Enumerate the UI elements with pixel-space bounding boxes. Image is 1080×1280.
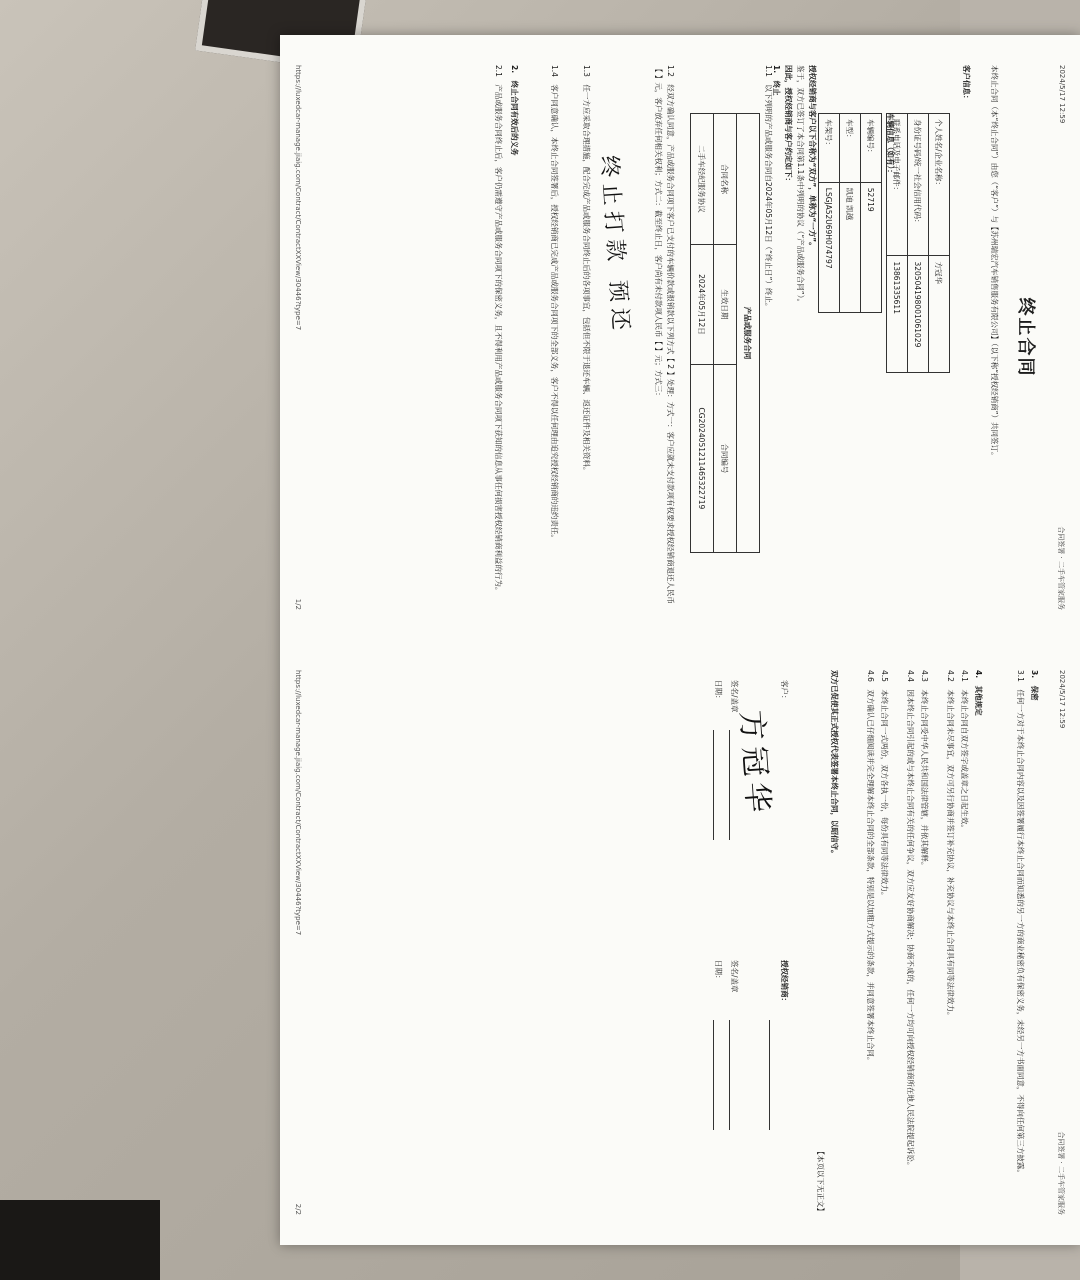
dealer-date-line	[713, 1020, 714, 1130]
page-2-header-datetime: 2024/5/17 12:59	[1058, 670, 1066, 729]
clause-1-3: 1.3 任一方应采取合理措施，配合完成产品或服务合同终止后的各项事宜，包括但不限于退还车辆、返还证件及相关资料。	[582, 65, 591, 475]
clause-4-5: 4.5 本终止合同一式两份，双方各执一份，每份具有同等法律效力。	[880, 670, 889, 900]
table-cell: 2024年05月12日	[691, 245, 714, 365]
page-1-footer-page: 1/2	[294, 598, 302, 610]
closing-statement: 双方已促使其正式授权代表签署本终止合同，以昭信守。	[830, 670, 839, 858]
page-2-footer-url: https://luxedcar-manage.jiaig.com/Contract/ContractXXView/30446?type=7	[294, 670, 302, 936]
page-2	[280, 640, 1080, 1245]
table-cell: 凯迪 凯越	[840, 182, 861, 312]
customer-seal-line	[729, 730, 730, 840]
table-cell: 车型：	[840, 114, 861, 183]
page-title: 终止合同	[1015, 297, 1036, 378]
parties-note: 授权经销商与客户以下合称为“双方”，单称为“一方”。	[808, 65, 817, 250]
customer-signature: 方冠华	[733, 709, 776, 820]
clause-1-1: 1.1 以下列明的产品或服务合同自2024年05月12日（“终止日”）终止。	[764, 65, 773, 311]
page-2-header-doc-type: 合同签署 · 二手车管家服务	[1057, 1131, 1065, 1215]
table-cell: 身份证号码/统一社会信用代码：	[908, 114, 929, 256]
intro-paragraph: 本终止合同（本“终止合同”）由您（“客户”）与【苏州瑞宏汽车销售服务有限公司】（以下称“授权经销商”）共同签订。	[990, 65, 999, 460]
clause-1-2: 1.2 经双方确认同意，产品或服务合同项下客户已支付的车辆价款或报销款以下列方式【 2 】处理：方式一：客户应就未支付款项有权要求授权经销商退还人民币【 】元，客户放弃任何相关权利；方式二：截至终止日，客户尚有未付款项人民币【 】元；方式三：	[654, 65, 675, 604]
customer-info-label: 客户信息：	[962, 65, 971, 103]
table-row	[691, 114, 714, 553]
clause-4-3: 4.3 本终止合同受中华人民共和国法律管辖，并依其解释。	[920, 670, 929, 870]
whereas-clause: 鉴于，双方已签订了本合同第1.1条中列明的协议（“产品或服务合同”）。	[796, 65, 805, 306]
page-1-header-doc-type: 合同签署 · 二手车管家服务	[1057, 526, 1065, 610]
table-row	[737, 114, 760, 553]
table-row	[840, 114, 861, 313]
section-1-title: 1. 终止	[772, 65, 781, 96]
service-contract-table	[690, 113, 760, 553]
page-1-header-datetime: 2024/5/17 12:59	[1058, 65, 1066, 124]
table-row	[819, 114, 840, 313]
clause-4-1: 4.1 本终止合同自双方签字或盖章之日起生效。	[960, 670, 969, 832]
clause-4-4: 4.4 因本终止合同引起的或与本终止合同有关的任何争议，双方应友好协商解决；协商不成的，任何一方均可向授权经销商所在地人民法院提起诉讼。	[906, 670, 915, 1170]
table-cell: 13861335611	[887, 256, 908, 373]
dealer-sign-line	[769, 1020, 770, 1130]
table-caption: 产品或服务合同	[737, 114, 760, 553]
table-header-cell: 合同名称	[714, 114, 737, 245]
page-1-footer-url: https://luxedcar-manage.jiaig.com/Contract/ContractXXView/30446?type=7	[294, 65, 302, 331]
customer-seal-label: 签名/盖章	[730, 680, 739, 713]
customer-date-label: 日期：	[714, 680, 723, 703]
dealer-seal-label: 签名/盖章	[730, 960, 739, 993]
dealer-seal-line	[729, 1020, 730, 1130]
contract-sheet	[280, 35, 1080, 1245]
dealer-date-label: 日期：	[714, 960, 723, 983]
table-header-cell: 生效日期	[714, 245, 737, 365]
shadow-area	[0, 1200, 160, 1280]
table-cell: 方冠华	[929, 256, 950, 373]
clause-2-1: 2.1 产品或服务合同终止后，客户仍需遵守产品或服务合同项下的保密义务，且不得利用产品或服务合同项下获知的信息从事任何损害授权经销商利益的行为。	[494, 65, 503, 595]
section-3-title: 3. 保密	[1030, 670, 1039, 701]
table-cell: 车架号：	[819, 114, 840, 183]
table-row	[908, 114, 929, 373]
table-row	[861, 114, 882, 313]
clause-4-2: 4.2 本终止合同未尽事宜，双方可另行协商并签订补充协议，补充协议与本终止合同具有同等法律效力。	[946, 670, 955, 1020]
table-cell: 320504198001061029	[908, 256, 929, 373]
table-cell: 二手车经纪服务协议	[691, 114, 714, 245]
dealer-sign-label: 授权经销商：	[780, 960, 789, 1005]
table-cell: 个人姓名/企业名称：	[929, 114, 950, 256]
customer-sign-label: 客户：	[780, 680, 789, 703]
customer-date-line	[713, 730, 714, 840]
car-info-label: 车辆信息（如有）：	[886, 113, 895, 177]
car-table	[818, 113, 882, 313]
handwritten-note: 终止打款 预还	[595, 154, 634, 337]
page-1	[280, 35, 1080, 641]
clause-1-4: 1.4 客户同意确认，本终止合同签署后，授权经销商已完成产品或服务合同项下的全部义务，客户不得以任何理由追究授权经销商的违约责任。	[550, 65, 559, 542]
table-cell: 车辆编号：	[861, 114, 882, 183]
table-row	[929, 114, 950, 373]
clause-3-1: 3.1 任何一方对于本终止合同内容以及因签署履行本终止合同而知悉的另一方的商业秘密负有保密义务，未经另一方书面同意，不得向任何第三方披露。	[1016, 670, 1025, 1177]
table-row	[714, 114, 737, 553]
section-2-title: 2. 终止合同有效后的义务	[510, 65, 519, 156]
clause-4-6: 4.6 双方确认已仔细阅读并完全理解本终止合同的全部条款，特别是以加粗方式提示的条款，并同意签署本终止合同。	[866, 670, 875, 1065]
table-cell: CG2024051211465322719	[691, 364, 714, 552]
table-header-cell: 合同编号	[714, 364, 737, 552]
agreement-lead: 因此，授权经销商与客户约定如下：	[784, 65, 793, 185]
section-4-title: 4. 其他规定	[974, 670, 983, 716]
no-text-below: 【本页以下无正文】	[816, 1147, 825, 1215]
table-cell: 52719	[861, 182, 882, 312]
page-2-footer-page: 2/2	[294, 1203, 302, 1215]
table-cell: LSGJA52U69H074797	[819, 182, 840, 312]
table-cell: 联系电话及电子邮件：	[887, 114, 908, 256]
